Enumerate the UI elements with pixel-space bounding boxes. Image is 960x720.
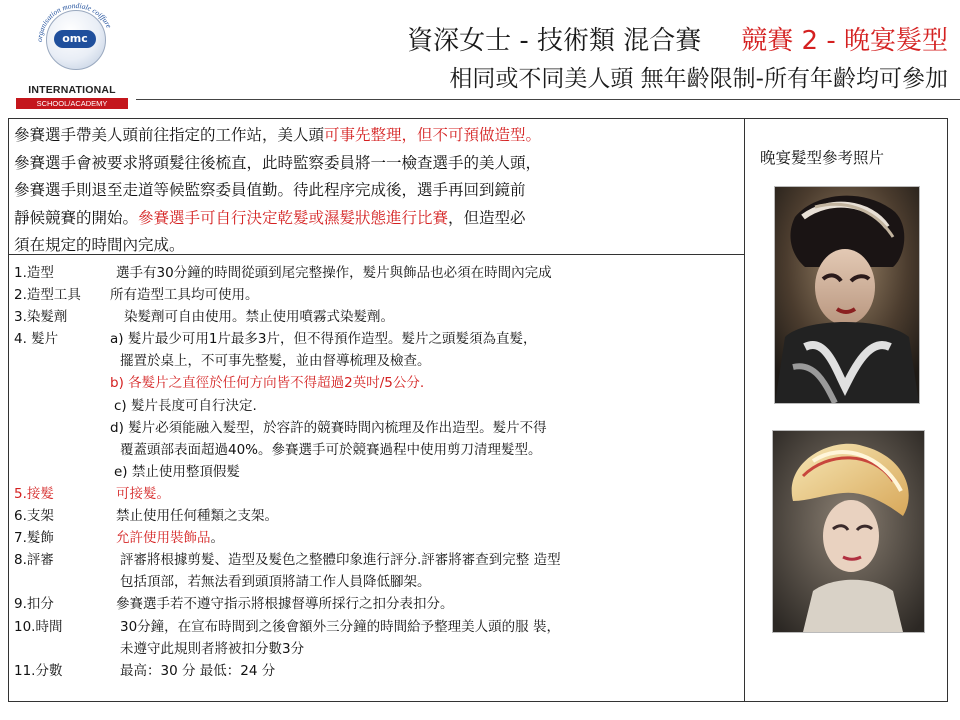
svg-text:organisation mondiale coiffure: organisation mondiale coiffure <box>34 2 114 43</box>
rule-text: 評審將根據剪髮、造型及髮色之整體印象進行評分.評審將審查到完整 造型 <box>120 552 561 569</box>
rule-label: 5.接髮 <box>14 485 54 502</box>
title-event: 競賽 2 - 晚宴髮型 <box>741 26 948 56</box>
rule-hairpiece-e <box>14 461 745 483</box>
rule-label: 11.分數 <box>14 662 63 679</box>
rules-list <box>8 260 745 700</box>
rule-tools <box>14 284 745 306</box>
rule-text: d) 髮片必須能融入髮型，於容許的競賽時間內梳理及作出造型。髮片不得 <box>110 419 547 436</box>
omc-logo <box>12 2 132 108</box>
rule-time <box>14 616 745 638</box>
rule-label: 6.支架 <box>14 508 54 525</box>
logo-school-academy: SCHOOL/ACADEMY <box>16 98 128 109</box>
rule-text: 所有造型工具均可使用。 <box>110 287 259 304</box>
rule-text: b) 各髮片之直徑於任何方向皆不得超過2英吋/5公分. <box>110 375 425 392</box>
rule-text: 最高：30 分 最低：24 分 <box>120 662 276 679</box>
rule-text: 30分鐘，在宣布時間到之後會額外三分鐘的時間給予整理美人頭的服 裝， <box>120 618 560 635</box>
rule-label: 2.造型工具 <box>14 287 81 304</box>
rule-hairpiece-c <box>14 395 745 417</box>
rule-label: 4. 髮片 <box>14 331 59 348</box>
rule-text: 禁止使用任何種類之支架。 <box>116 508 278 525</box>
rule-extensions <box>14 483 745 505</box>
intro-line: 參賽選手則退至走道等候監察委員值勤。待此程序完成後，選手再回到鏡前 <box>14 181 526 199</box>
rule-text: 未遵守此規則者將被扣分數3分 <box>120 640 305 657</box>
rule-score <box>14 660 745 682</box>
rule-hairpiece-b <box>14 372 745 394</box>
rule-text: 參賽選手若不遵守指示將根據督導所採行之扣分表扣分。 <box>116 596 454 613</box>
intro-line: 參賽選手會被要求將頭髮往後梳直，此時監察委員將一一檢查選手的美人頭， <box>14 153 542 172</box>
rule-stand <box>14 505 745 527</box>
page-subtitle: 相同或不同美人頭 無年齡限制-所有年齡均可參加 <box>449 66 948 92</box>
rule-text: 染髮劑可自由使用。禁止使用噴霧式染髮劑。 <box>124 309 394 326</box>
reference-photos-label: 晚宴髮型參考照片 <box>760 149 885 167</box>
reference-photo-1 <box>774 186 920 404</box>
rule-styling <box>14 262 745 284</box>
rule-hairpiece-cont <box>14 350 745 372</box>
rule-text: 選手有30分鐘的時間從頭到尾完整操作，髮片與飾品也必須在時間內完成 <box>116 265 552 281</box>
rule-text: a) 髮片最少可用1片最多3片，但不得預作造型。髮片之頭髮須為直髮， <box>110 331 537 348</box>
rule-text: c) 髮片長度可自行決定. <box>114 397 257 414</box>
rule-text: 擺置於桌上，不可事先整髮，並由督導梳理及檢查。 <box>120 353 431 370</box>
rule-label: 9.扣分 <box>14 596 54 613</box>
rule-time-cont <box>14 638 745 660</box>
rule-text: 可接髮。 <box>116 485 170 502</box>
rule-hairpiece-d <box>14 417 745 439</box>
rule-judging <box>14 549 745 571</box>
rule-label: 7.髮飾 <box>14 530 54 547</box>
intro-paragraph <box>8 118 745 255</box>
rule-hairpiece <box>14 328 745 350</box>
title-category: 資深女士 - 技術類 混合賽 <box>407 26 702 56</box>
intro-line: 靜候競賽的開始。參賽選手可自行決定乾髮或濕髮狀態進行比賽，但造型必 <box>14 208 526 227</box>
rule-label: 1.造型 <box>14 265 54 281</box>
rule-hairpiece-d-cont <box>14 439 745 461</box>
rule-label: 10.時間 <box>14 618 63 635</box>
page-title <box>407 20 948 57</box>
rule-text: 允許使用裝飾品。 <box>116 530 224 547</box>
rule-accessories <box>14 527 745 549</box>
rule-text: 覆蓋頭部表面超過40%。參賽選手可於競賽過程中使用剪刀清理髮型。 <box>120 441 542 458</box>
rule-text: 包括頂部，若無法看到頭頂將請工作人員降低腳架。 <box>120 574 431 591</box>
logo-international: INTERNATIONAL <box>28 84 116 96</box>
logo-omc-badge: omc <box>54 30 96 48</box>
rule-text: e) 禁止使用整頂假髮 <box>114 463 240 480</box>
rule-judging-cont <box>14 571 745 593</box>
rule-label: 3.染髮劑 <box>14 309 68 326</box>
rule-penalty <box>14 593 745 615</box>
rule-label: 8.評審 <box>14 552 54 569</box>
rule-color <box>14 306 745 328</box>
header-divider <box>136 99 960 100</box>
intro-line: 參賽選手帶美人頭前往指定的工作站，美人頭可事先整理，但不可預做造型。 <box>14 126 542 144</box>
intro-line: 須在規定的時間內完成。 <box>14 236 185 254</box>
reference-photo-2 <box>772 430 925 633</box>
